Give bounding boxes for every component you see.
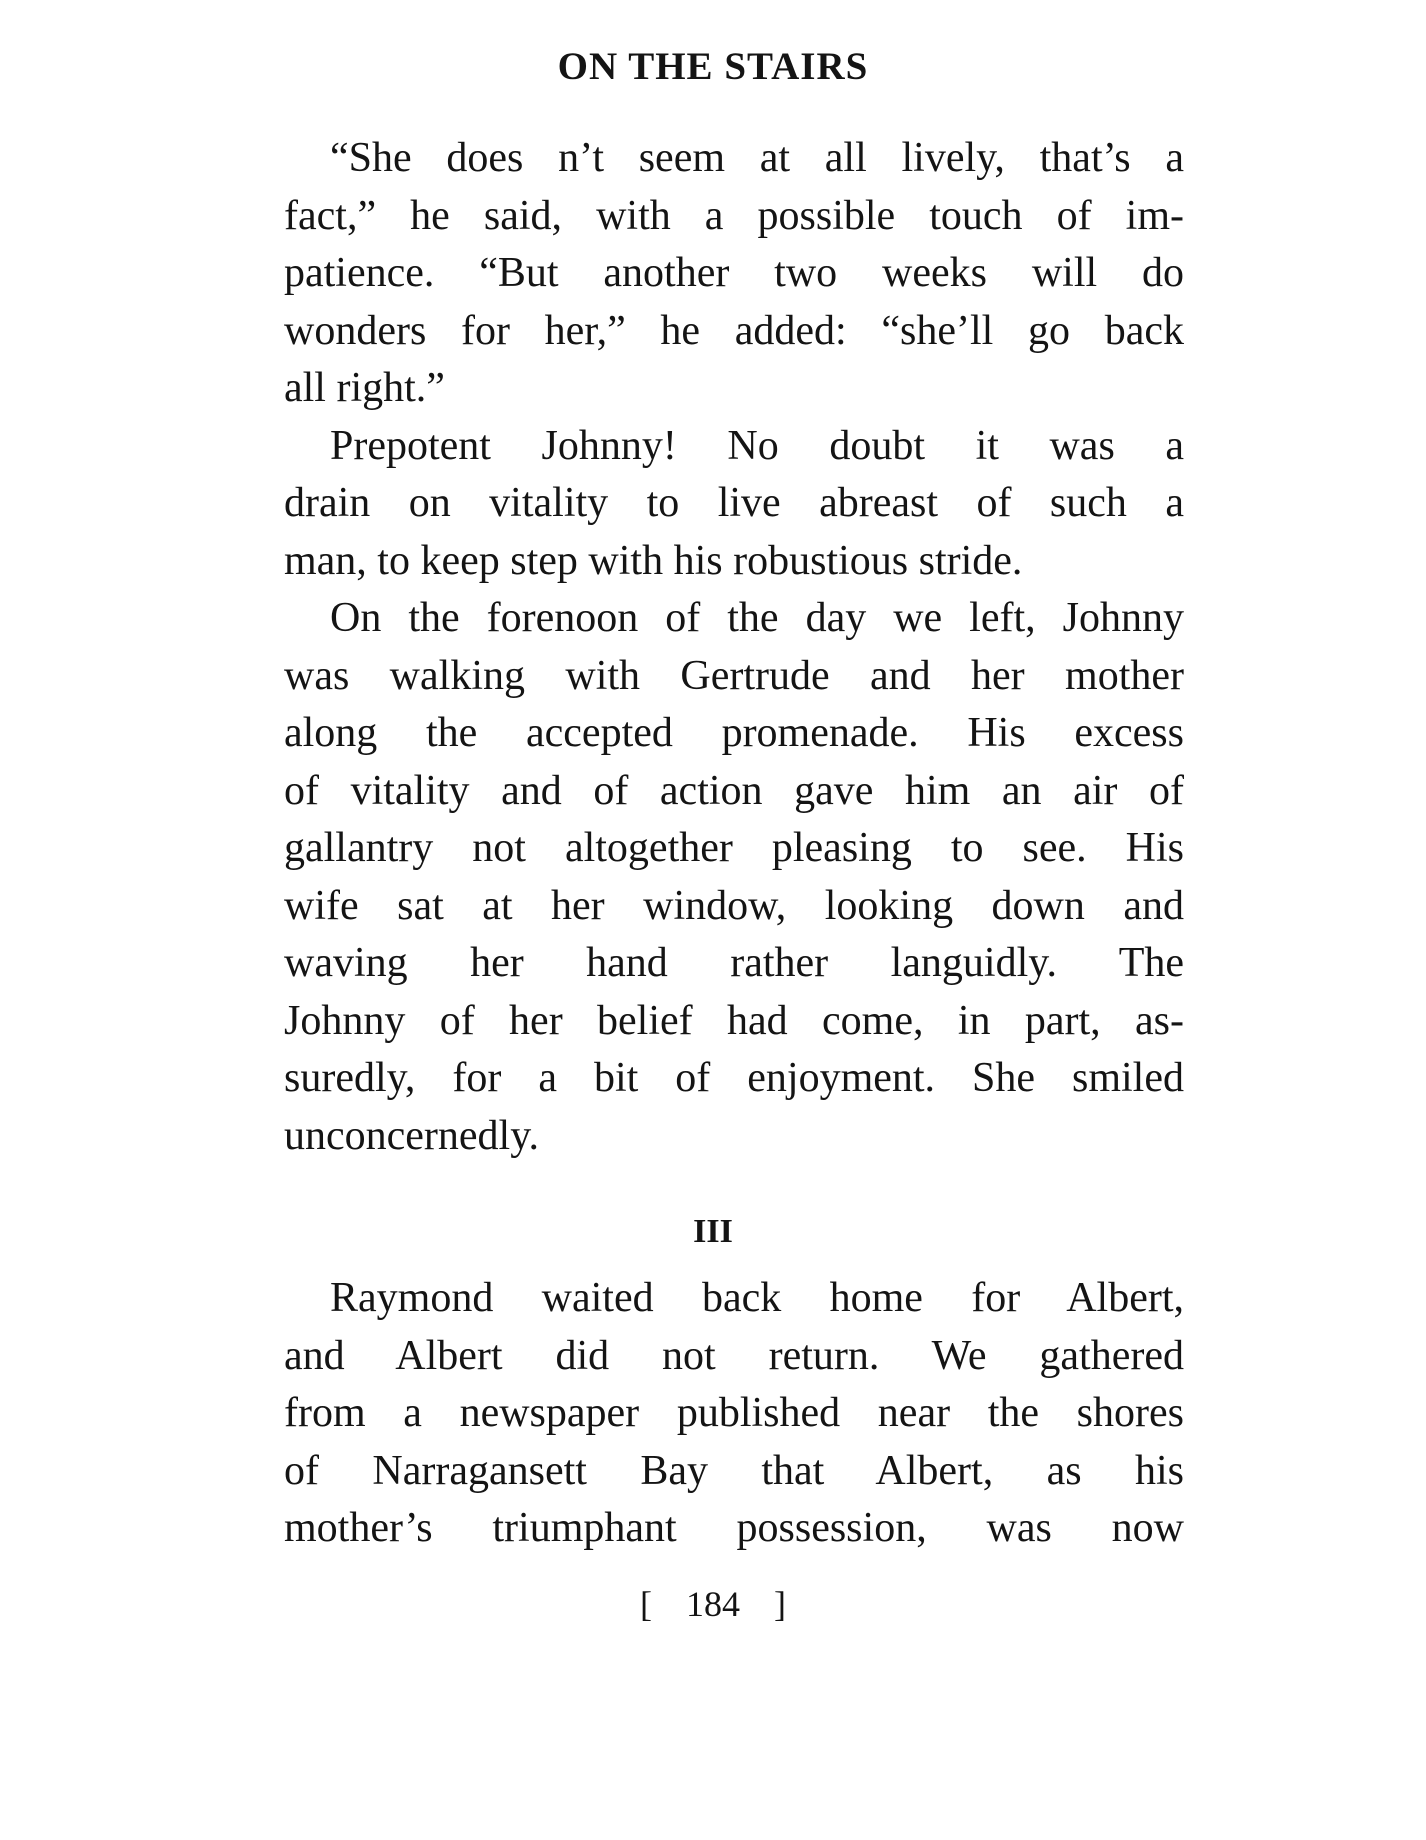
text-line: wife sat at her window, looking down and [284,882,1184,929]
paragraph-3 [284,590,1184,1165]
text-line: Johnny of her belief had come, in part, as- [284,997,1184,1044]
text-line: drain on vitality to live abreast of such a [284,480,1184,526]
text-line: of vitality and of action gave him an air of [284,767,1184,814]
paragraph-4 [284,1270,1184,1558]
paragraph-2 [284,418,1184,591]
text-line: “She does n’t seem at all lively, that’s a [330,135,1184,181]
text-line: On the forenoon of the day we left, Johnny [330,595,1184,641]
text-line: along the accepted promenade. His excess [284,710,1184,756]
text-line: Prepotent Johnny! No doubt it was a [330,422,1184,469]
text-block-lower [284,1270,1184,1558]
text-line: mother’s triumphant possession, was now [284,1505,1184,1551]
text-line: of Narragansett Bay that Albert, as his [284,1447,1184,1494]
text-line: waving her hand rather languidly. The [284,940,1184,986]
text-line: was walking with Gertrude and her mother [284,652,1184,699]
bracket-open: [ [640,1584,652,1624]
page-number-footer [0,1583,1426,1625]
text-line: man, to keep step with his robustious stride. [284,537,1023,584]
section-number: III [693,1213,733,1250]
text-block-upper [284,130,1184,1165]
text-line: wonders for her,” he added: “she’ll go back [284,307,1184,354]
page-number: 184 [686,1584,740,1624]
text-line: suredly, for a bit of enjoyment. She smiled [284,1055,1184,1101]
text-line: all right.” [284,365,445,411]
text-line: from a newspaper published near the shores [284,1390,1184,1436]
bracket-close: ] [774,1584,786,1624]
text-line: patience. “But another two weeks will do [284,250,1184,296]
running-title: ON THE STAIRS [557,45,869,88]
paragraph-1 [284,130,1184,418]
text-line: gallantry not altogether pleasing to see. His [284,825,1184,871]
text-line: fact,” he said, with a possible touch of im- [284,192,1184,239]
text-line: unconcernedly. [284,1112,539,1159]
text-line: Raymond waited back home for Albert, [330,1275,1184,1321]
text-line: and Albert did not return. We gathered [284,1332,1184,1379]
